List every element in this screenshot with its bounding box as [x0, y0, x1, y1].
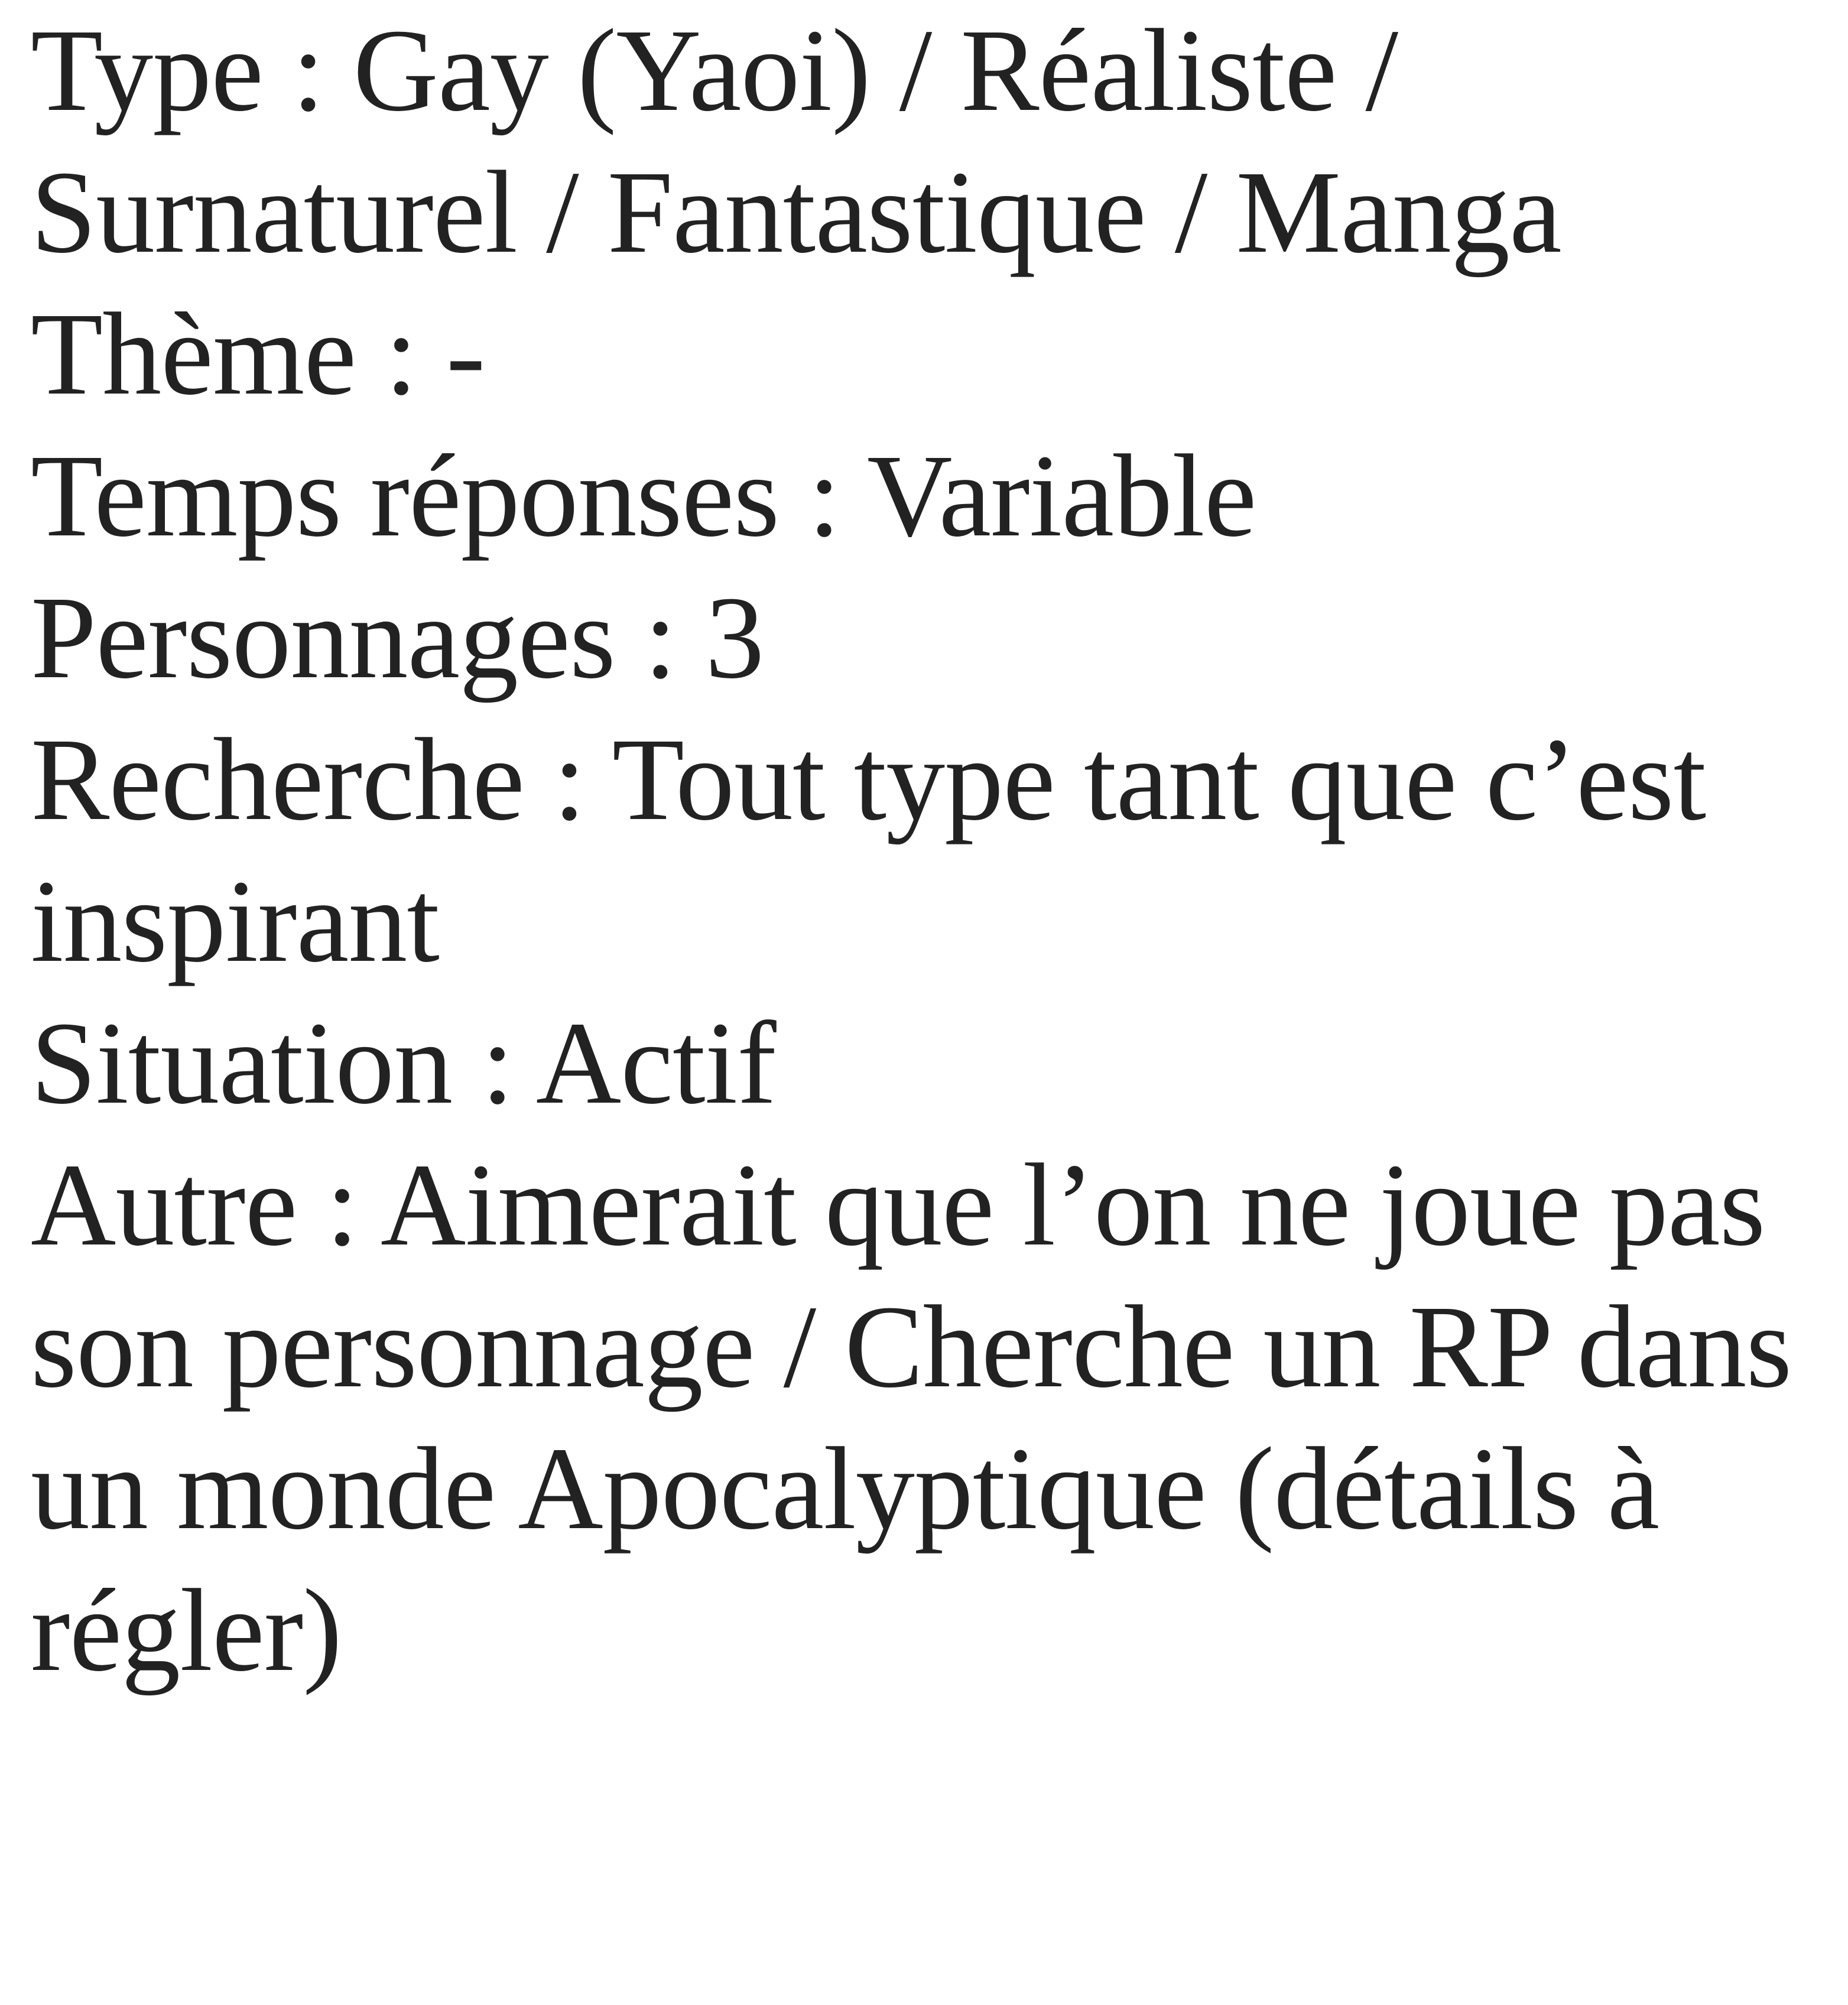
response-time-line: Temps réponses : Variable: [31, 431, 1256, 561]
theme-line: Thème : -: [31, 289, 485, 420]
type-line: Type : Gay (Yaoi) / Réaliste /: [31, 5, 1398, 136]
profile-text-block: [31, 0, 1839, 1702]
other-line-continued-3: régler): [31, 1565, 342, 1696]
situation-line: Situation : Actif: [31, 998, 776, 1129]
other-line-continued-2: un monde Apocalyptique (détails à: [31, 1424, 1659, 1554]
characters-line: Personnages : 3: [31, 573, 764, 703]
other-line: Autre : Aimerait que l’on ne joue pas: [31, 1140, 1765, 1270]
search-line: Recherche : Tout type tant que c’est: [31, 714, 1706, 845]
other-line-continued-1: son personnage / Cherche un RP dans: [31, 1282, 1792, 1412]
type-line-continued: Surnaturel / Fantastique / Manga: [31, 147, 1561, 278]
search-line-continued: inspirant: [31, 856, 439, 987]
